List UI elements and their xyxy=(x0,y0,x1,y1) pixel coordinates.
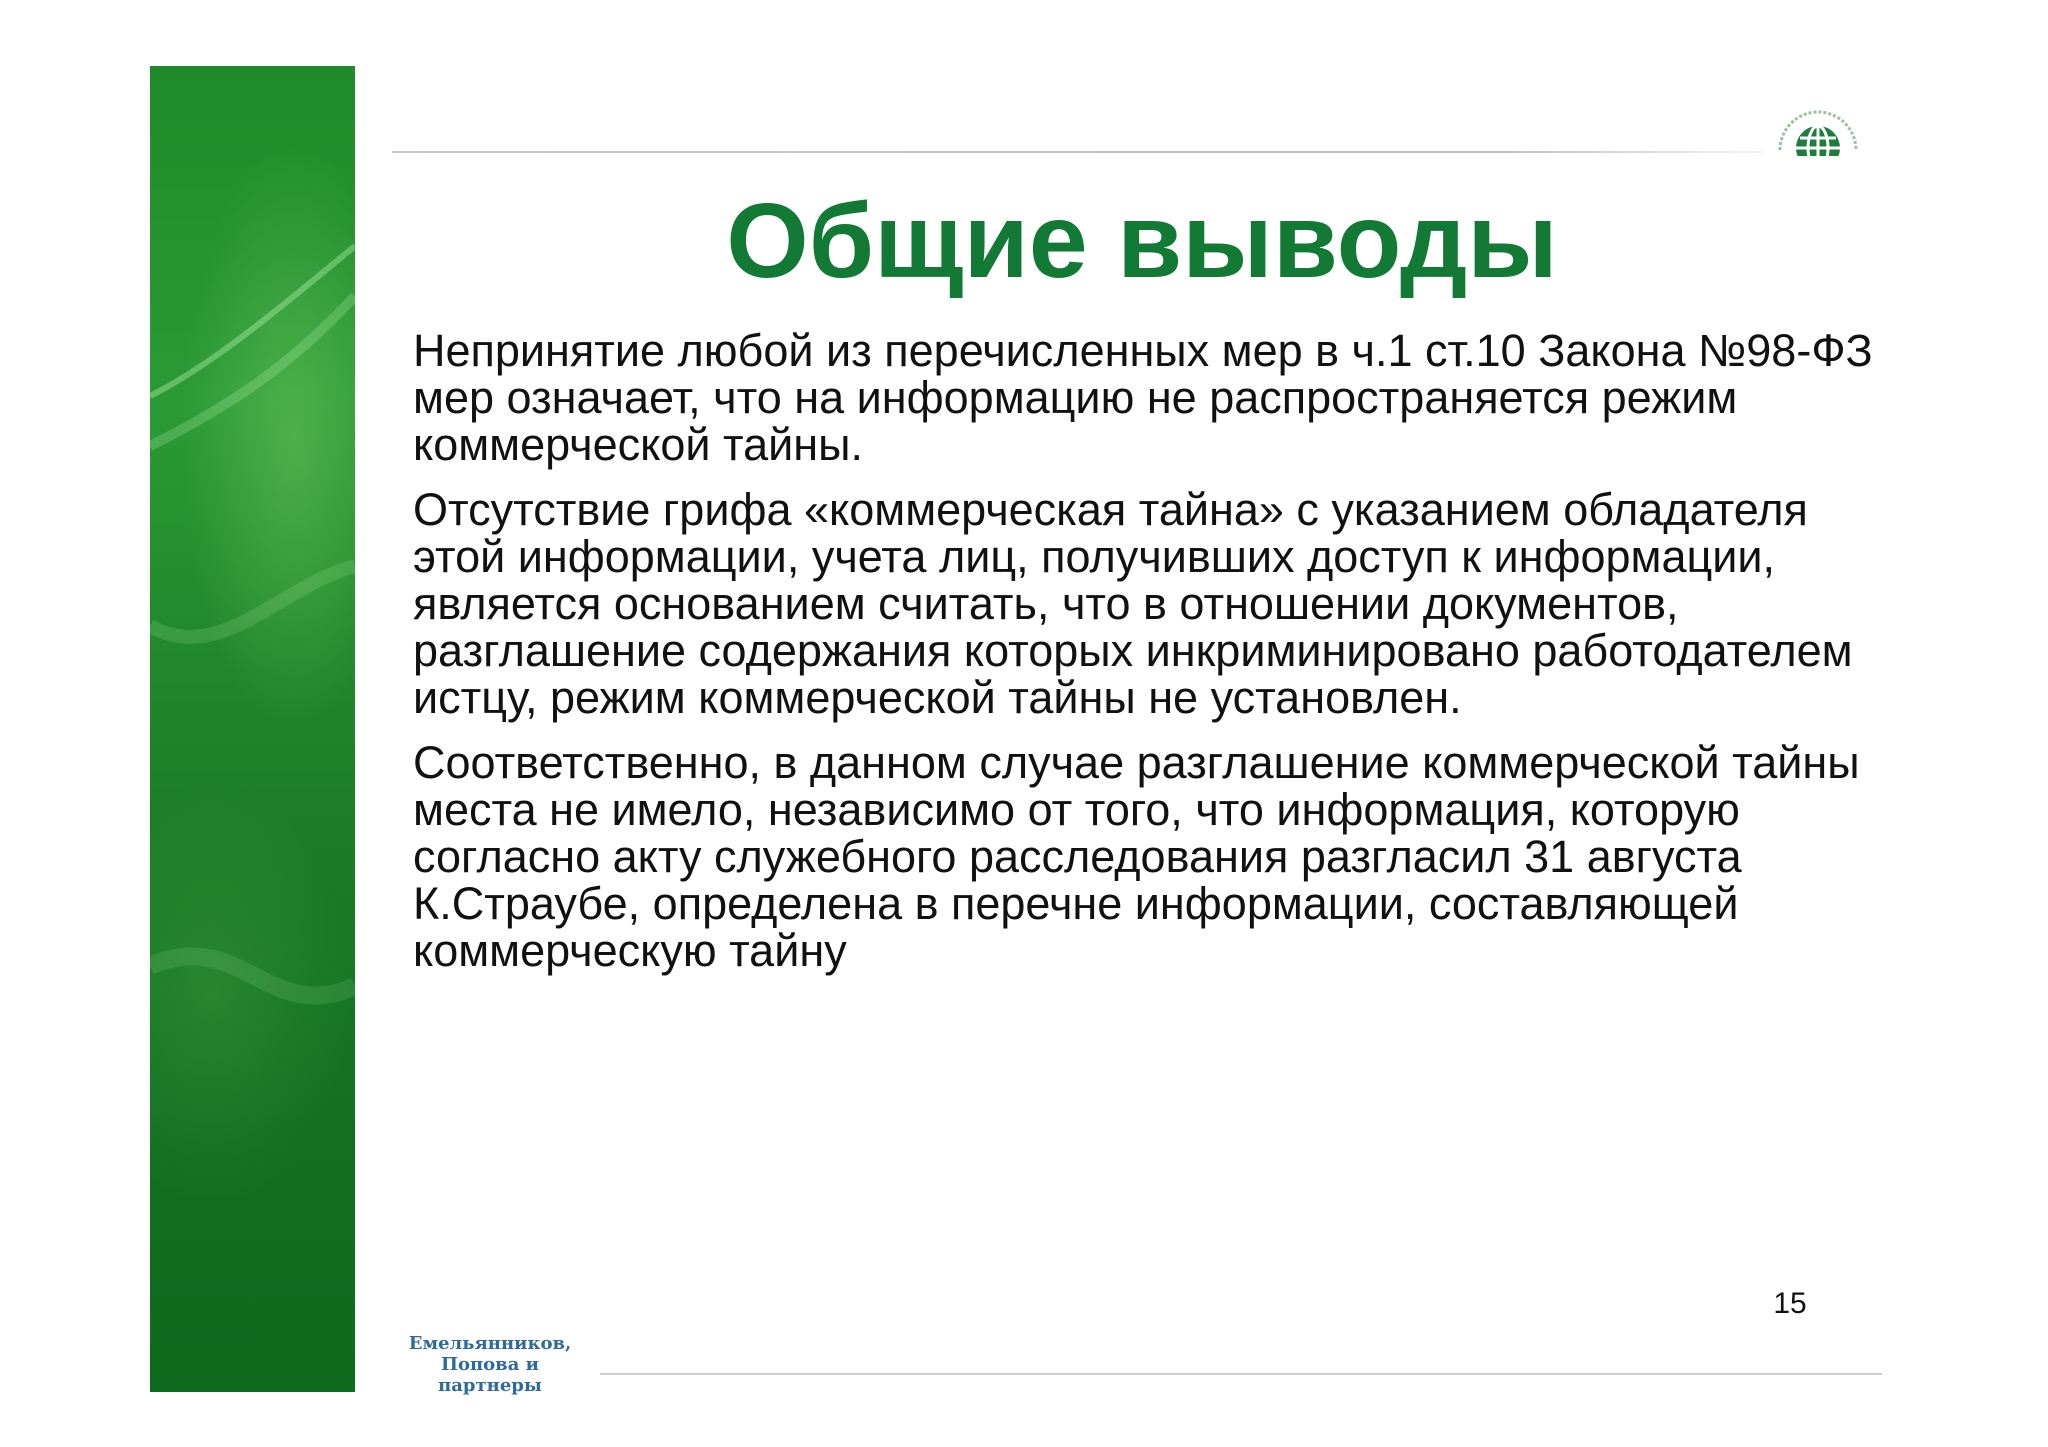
paragraph-conclusion-1: Непринятие любой из перечисленных мер в ч.1 ст.10 Закона №98-ФЗ мер означает, что на информацию не распространяется режим коммерческой тайны. xyxy=(413,325,1873,470)
company-logo xyxy=(1760,98,1876,164)
band-swirl-decoration xyxy=(150,66,355,1392)
globe-emblem-icon xyxy=(1760,98,1876,164)
footer-firm-logo xyxy=(390,1333,590,1396)
decorative-green-band xyxy=(150,66,355,1392)
slide-body xyxy=(413,327,1893,992)
footer-logo-line-2: Попова и партнеры xyxy=(438,1354,542,1396)
page-number: 15 xyxy=(1773,1287,1807,1320)
footer-logo-line-1: Емельянников, xyxy=(408,1333,572,1354)
slide-title: Общие выводы xyxy=(726,182,1558,300)
bottom-divider xyxy=(600,1373,1882,1375)
paragraph-conclusion-2: Отсутствие грифа «коммерческая тайна» с указанием обладателя этой информации, учета лиц, получивших доступ к информации, является основанием считать, что в отношении документов, разглашение содержания которых инкриминировано работодателем истцу, режим коммерческой тайны не установлен. xyxy=(413,484,1853,723)
top-divider xyxy=(392,151,1762,153)
paragraph-conclusion-3: Соответственно, в данном случае разглашение коммерческой тайны места не имело, независимо от того, что информация, которую согласно акту служебного расследования разгласил 31 августа К.Страубе, определена в перечне информации, составляющей коммерческую тайну xyxy=(413,737,1860,976)
